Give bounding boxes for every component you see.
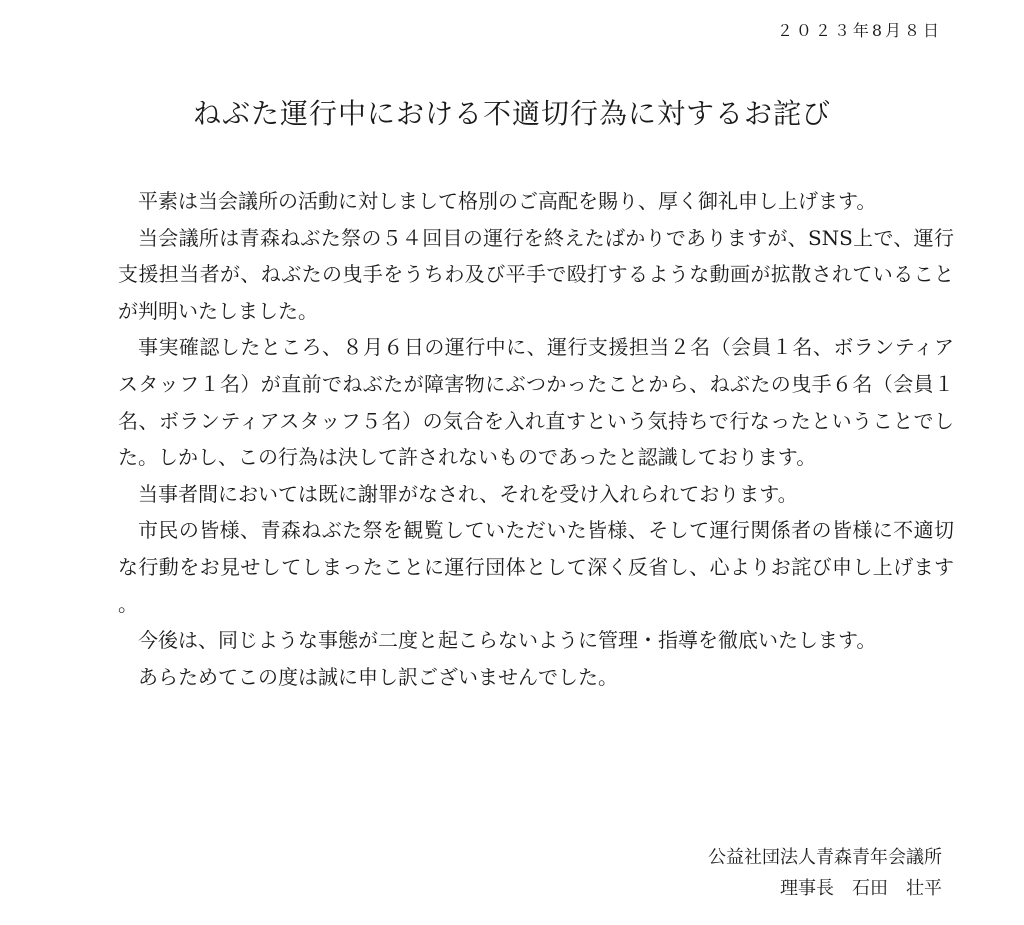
paragraph-apology-accepted: 当事者間においては既に謝罪がなされ、それを受け入れられております。 (138, 481, 798, 506)
signature-block (708, 842, 942, 904)
paragraph-closing: あらためてこの度は誠に申し訳ございませんでした。 (138, 664, 618, 689)
paragraph-incident: 当会議所は青森ねぶた祭の５４回目の運行を終えたばかりでありますが、SNS上で、運行支援担当者が、ねぶたの曳手をうちわ及び平手で殴打するような動画が拡散されていることが判明いたしました。 (118, 225, 954, 323)
paragraph-greeting: 平素は当会議所の活動に対しまして格別のご高配を賜り、厚く御礼申し上げます。 (138, 189, 877, 213)
document-date: ２０２３年8月８日 (776, 21, 942, 40)
organization-name: 公益社団法人青森青年会議所 (708, 847, 942, 868)
paragraph-prevention: 今後は、同じような事態が二度と起こらないように管理・指導を徹底いたします。 (138, 628, 877, 653)
document-body (118, 183, 954, 695)
paragraph-investigation: 事実確認したところ、８月６日の運行中に、運行支援担当２名（会員１名、ボランティアスタッフ１名）が直前でねぶたが障害物にぶつかったことから、ねぶたの曳手６名（会員１名、ボランティアスタッフ５名）の気合を入れ直すという気持ちで行なったということでした。しかし、この行為は決して許されないものであったと認識しております。 (118, 335, 954, 470)
paragraph-apology-public: 市民の皆様、青森ねぶた祭を観覧していただいた皆様、そして運行関係者の皆様に不適切な行動をお見せしてしまったことに運行団体として深く反省し、心よりお詫び申し上げます。 (118, 518, 954, 616)
signatory-name: 理事長 石田 壮平 (780, 878, 942, 899)
document-title: ねぶた運行中における不適切行為に対するお詫び (192, 97, 831, 130)
